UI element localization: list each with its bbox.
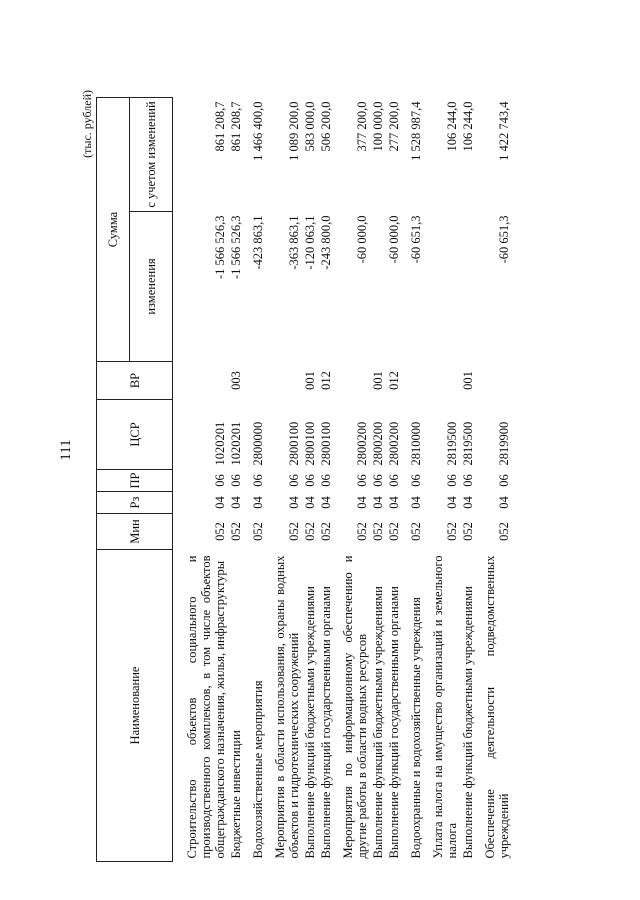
header-with-changes: с учетом изменений xyxy=(130,98,173,212)
row-csr: 2800100 xyxy=(319,421,333,466)
row-rz: 04 xyxy=(319,496,333,509)
row-total: 583 000,0 xyxy=(303,101,317,152)
header-vr: ВР xyxy=(97,362,173,400)
row-name: Мероприятия по информационному обеспечению и другие работы в области водных ресурсов xyxy=(341,555,369,859)
table-row xyxy=(460,98,476,862)
header-pr: ПР xyxy=(97,470,173,492)
table-row xyxy=(476,98,512,862)
table-row xyxy=(370,98,386,862)
row-vr: 001 xyxy=(371,371,385,390)
row-name: Выполнение функций бюджетными учреждениями xyxy=(371,586,385,859)
row-total: 861 208,7 xyxy=(213,101,227,152)
row-rz: 04 xyxy=(497,496,511,509)
row-pr: 06 xyxy=(303,474,317,487)
row-change xyxy=(424,212,460,362)
row-change: -60 651,3 xyxy=(497,215,511,264)
row-rz: 04 xyxy=(251,496,265,509)
row-min: 052 xyxy=(213,522,227,541)
row-name: Выполнение функций бюджетными учреждениями xyxy=(303,586,317,859)
budget-table xyxy=(96,97,512,862)
row-vr xyxy=(476,362,512,400)
row-min: 052 xyxy=(497,522,511,541)
row-pr: 06 xyxy=(251,474,265,487)
header-csr: ЦСР xyxy=(97,400,173,470)
row-min: 052 xyxy=(387,522,401,541)
row-change: -243 800,0 xyxy=(319,215,333,270)
table-row xyxy=(173,98,229,862)
row-pr: 06 xyxy=(287,474,301,487)
row-name: Строительство объектов социального и производственного комплексов, в том числе объектов общегражданского назначения, жилья, инфраструктуры xyxy=(185,555,227,859)
row-change xyxy=(370,212,386,362)
row-change xyxy=(460,212,476,362)
header-name: Наименование xyxy=(97,550,173,862)
page-number: 111 xyxy=(58,439,74,461)
row-rz: 04 xyxy=(213,496,227,509)
row-csr: 1020201 xyxy=(213,421,227,466)
row-name: Мероприятия в области использования, охраны водных объектов и гидротехнических сооружений xyxy=(273,555,301,859)
row-pr: 06 xyxy=(213,474,227,487)
row-total: 1 089 200,0 xyxy=(287,101,301,161)
row-total: 106 244,0 xyxy=(445,101,459,152)
row-change: -60 000,0 xyxy=(355,215,369,264)
row-csr: 2810000 xyxy=(409,421,423,466)
row-rz: 04 xyxy=(387,496,401,509)
row-csr: 2819500 xyxy=(445,421,459,466)
row-pr: 06 xyxy=(371,474,385,487)
row-csr: 2819900 xyxy=(497,421,511,466)
row-csr: 2800100 xyxy=(303,421,317,466)
table-body xyxy=(173,98,513,862)
row-total: 506 200,0 xyxy=(319,101,333,152)
row-pr: 06 xyxy=(497,474,511,487)
row-total: 1 466 400,0 xyxy=(251,101,265,161)
row-rz: 04 xyxy=(287,496,301,509)
row-pr: 06 xyxy=(461,474,475,487)
row-csr: 2800200 xyxy=(371,421,385,466)
row-vr: 003 xyxy=(229,371,243,390)
row-min: 052 xyxy=(287,522,301,541)
row-name: Обеспечение деятельности подведомственных учреждений xyxy=(483,555,511,859)
row-total: 277 200,0 xyxy=(387,101,401,152)
row-pr: 06 xyxy=(355,474,369,487)
table-row xyxy=(244,98,266,862)
row-rz: 04 xyxy=(303,496,317,509)
row-change: -363 863,1 xyxy=(287,215,301,270)
row-total: 1 422 743,4 xyxy=(497,101,511,161)
row-vr xyxy=(266,362,302,400)
row-pr: 06 xyxy=(229,474,243,487)
row-change: -120 063,1 xyxy=(303,215,317,270)
row-pr: 06 xyxy=(409,474,423,487)
row-csr: 2800100 xyxy=(287,421,301,466)
row-pr: 06 xyxy=(445,474,459,487)
row-pr: 06 xyxy=(319,474,333,487)
row-vr xyxy=(402,362,424,400)
row-change: -60 651,3 xyxy=(409,215,423,264)
row-min: 052 xyxy=(371,522,385,541)
header-changes: изменения xyxy=(130,212,173,362)
row-rz: 04 xyxy=(355,496,369,509)
row-total: 1 528 987,4 xyxy=(409,101,423,161)
row-vr: 012 xyxy=(387,371,401,390)
table-row xyxy=(266,98,302,862)
row-total: 861 208,7 xyxy=(229,101,243,152)
row-change: -423 863,1 xyxy=(251,215,265,270)
table-row xyxy=(228,98,244,862)
row-csr: 2800000 xyxy=(251,421,265,466)
row-name: Водоохранные и водохозяйственные учреждения xyxy=(409,597,423,859)
row-min: 052 xyxy=(229,522,243,541)
row-name: Выполнение функций государственными органами xyxy=(387,586,401,859)
row-csr: 1020201 xyxy=(229,421,243,466)
row-vr: 001 xyxy=(461,371,475,390)
row-vr xyxy=(334,362,370,400)
table-row xyxy=(318,98,334,862)
row-csr: 2819500 xyxy=(461,421,475,466)
unit-note: (тыс. рублей) xyxy=(80,90,94,158)
header-rz: Рз xyxy=(97,492,173,514)
row-total: 106 244,0 xyxy=(461,101,475,152)
row-name: Уплата налога на имущество организаций и земельного налога xyxy=(431,555,459,859)
table-row xyxy=(402,98,424,862)
table-header-row xyxy=(97,98,130,862)
row-csr: 2800200 xyxy=(387,421,401,466)
row-vr xyxy=(424,362,460,400)
table-row xyxy=(302,98,318,862)
row-min: 052 xyxy=(445,522,459,541)
row-change: -1 566 526,3 xyxy=(213,215,227,280)
row-total: 100 000,0 xyxy=(371,101,385,152)
row-name: Выполнение функций государственными органами xyxy=(319,586,333,859)
row-total: 377 200,0 xyxy=(355,101,369,152)
row-csr: 2800200 xyxy=(355,421,369,466)
row-min: 052 xyxy=(319,522,333,541)
row-vr xyxy=(244,362,266,400)
row-rz: 04 xyxy=(409,496,423,509)
row-min: 052 xyxy=(461,522,475,541)
row-vr: 001 xyxy=(303,371,317,390)
row-name: Водохозяйственные мероприятия xyxy=(251,680,265,859)
table-row xyxy=(424,98,460,862)
header-min: Мин xyxy=(97,514,173,550)
row-change: -1 566 526,3 xyxy=(229,215,243,280)
header-sum: Сумма xyxy=(97,98,130,362)
row-name: Выполнение функций бюджетными учреждениями xyxy=(461,586,475,859)
row-vr xyxy=(173,362,229,400)
row-min: 052 xyxy=(303,522,317,541)
row-min: 052 xyxy=(251,522,265,541)
row-rz: 04 xyxy=(445,496,459,509)
row-pr: 06 xyxy=(387,474,401,487)
row-rz: 04 xyxy=(371,496,385,509)
row-min: 052 xyxy=(355,522,369,541)
row-rz: 04 xyxy=(461,496,475,509)
table-row xyxy=(334,98,370,862)
row-rz: 04 xyxy=(229,496,243,509)
row-min: 052 xyxy=(409,522,423,541)
row-vr: 012 xyxy=(319,371,333,390)
row-change: -60 000,0 xyxy=(387,215,401,264)
table-row xyxy=(386,98,402,862)
row-name: Бюджетные инвестиции xyxy=(229,730,243,859)
